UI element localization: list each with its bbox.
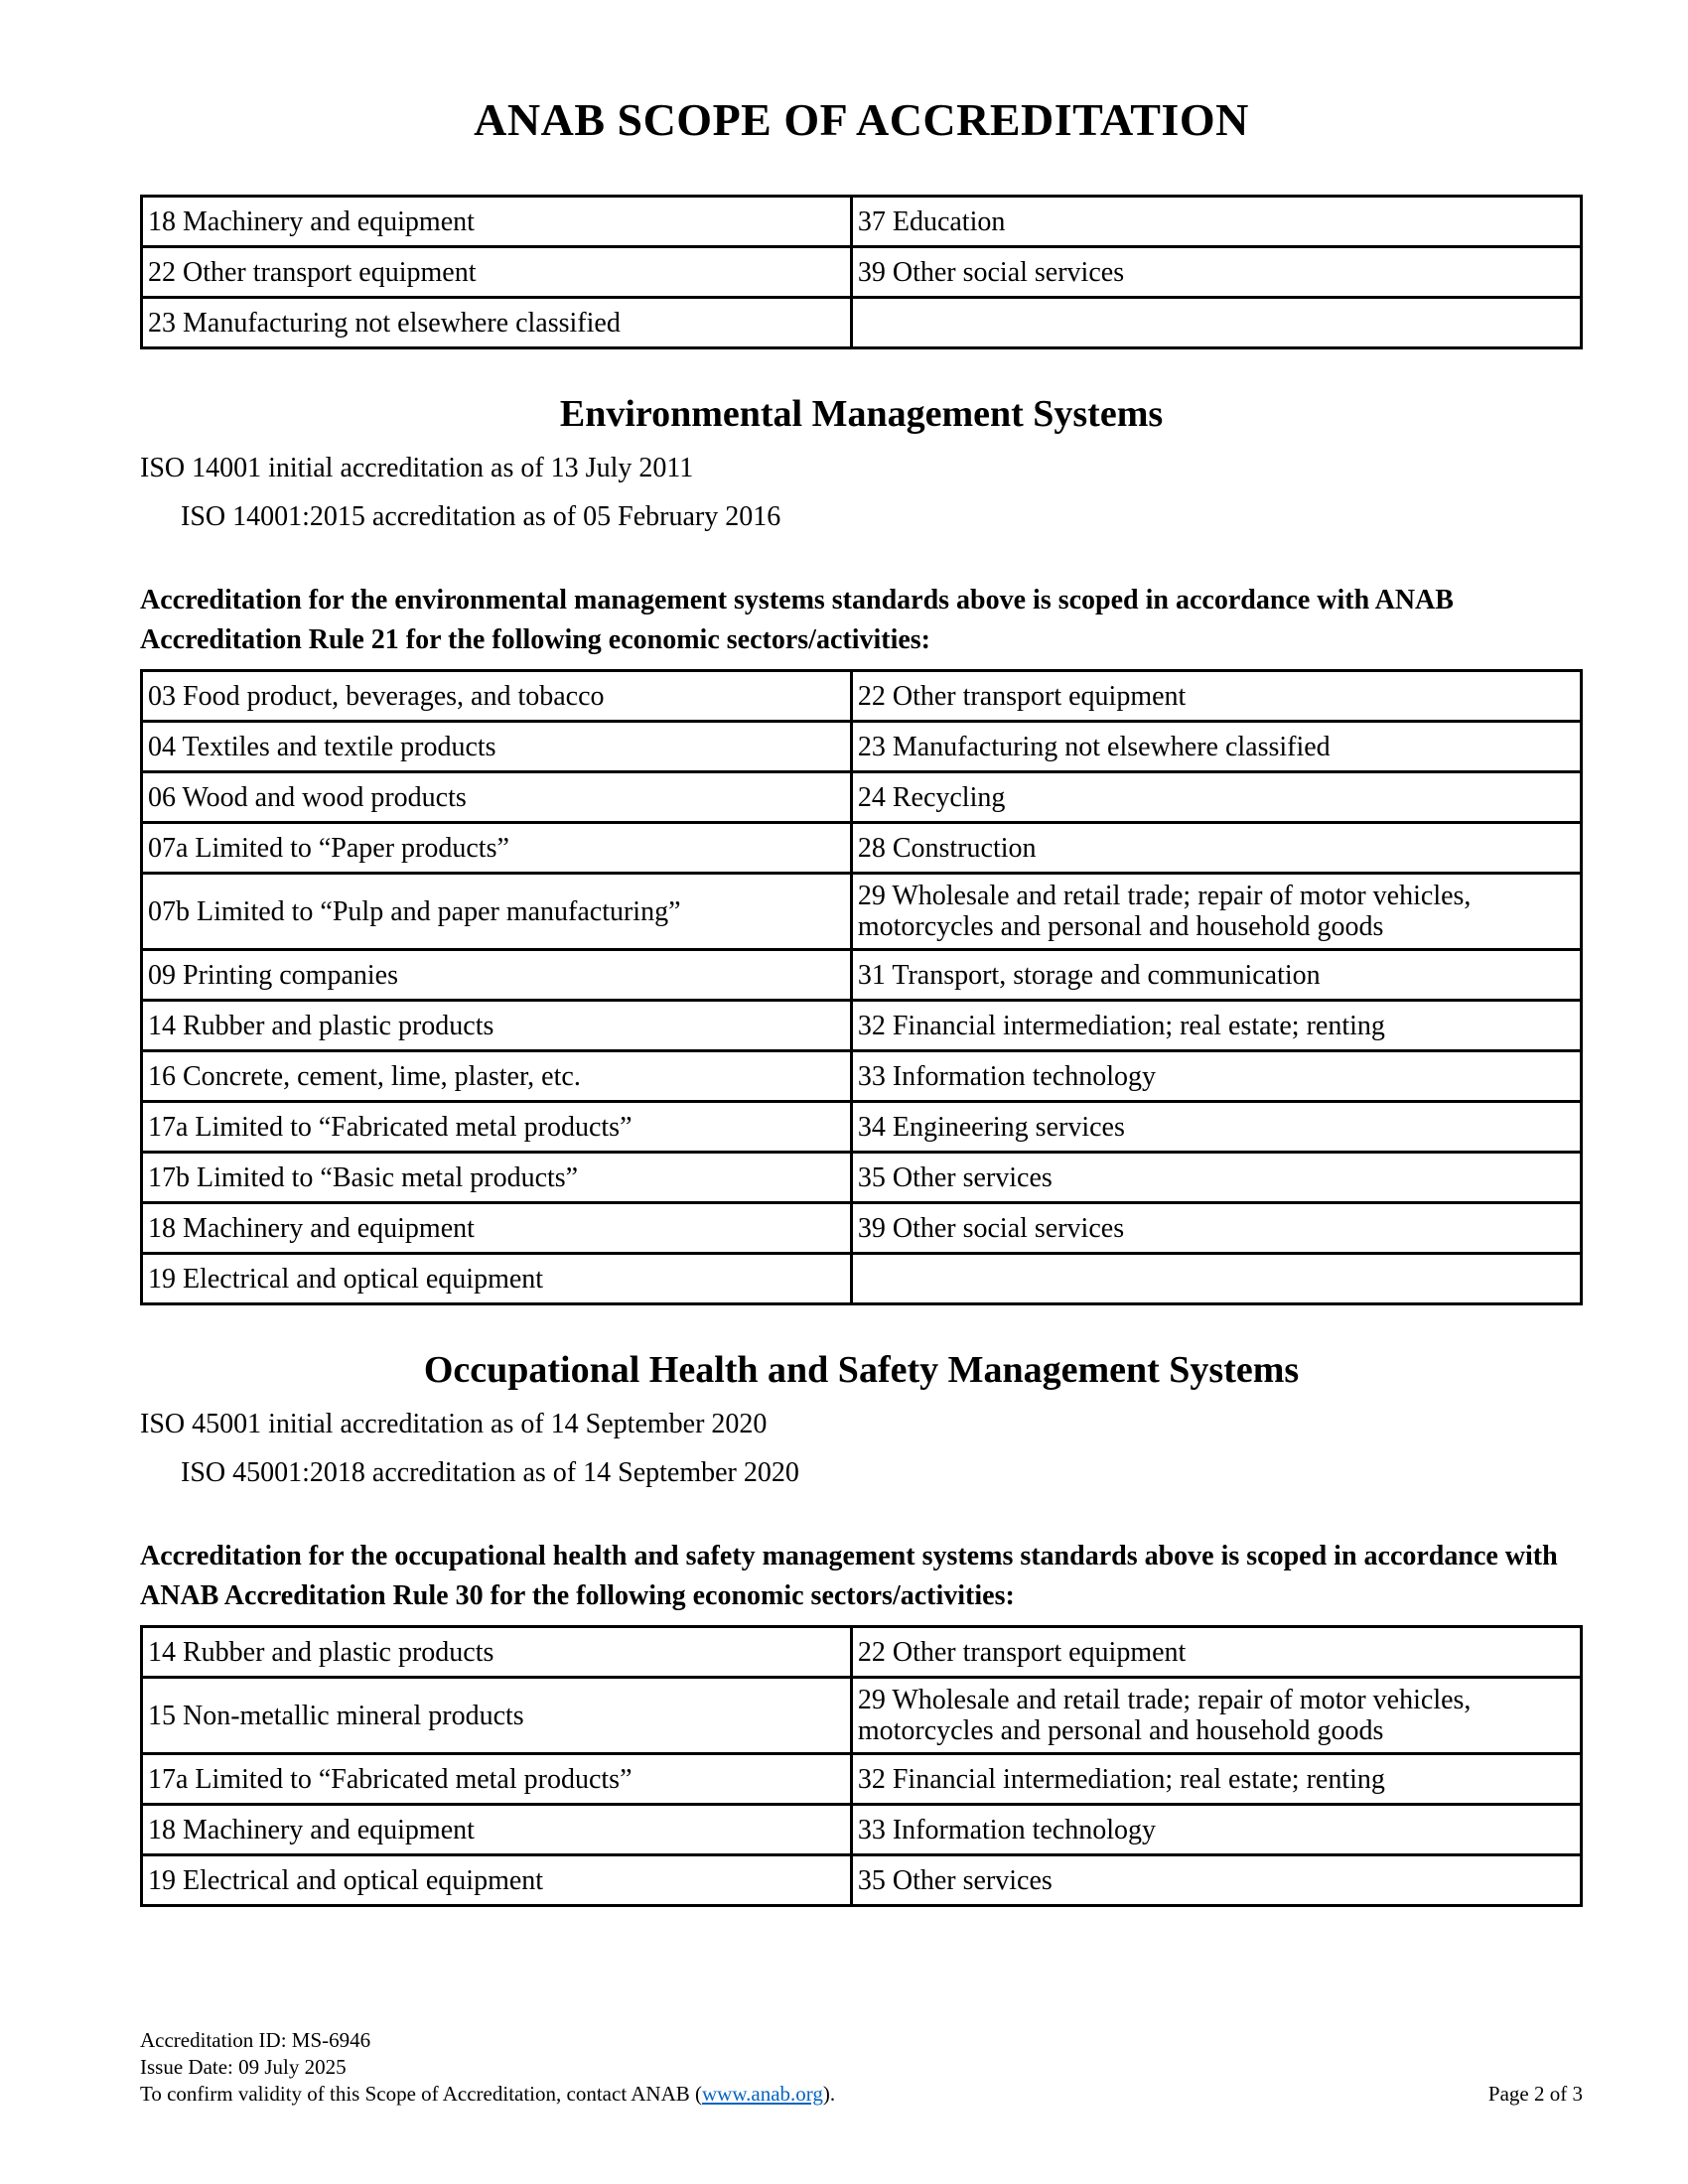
sector-cell: 16 Concrete, cement, lime, plaster, etc. [142, 1051, 852, 1102]
sector-cell: 33 Information technology [851, 1805, 1581, 1855]
sector-cell: 18 Machinery and equipment [142, 1203, 852, 1254]
validity-note [140, 2081, 835, 2108]
accreditation-id: Accreditation ID: MS-6946 [140, 2028, 371, 2052]
sector-cell: 09 Printing companies [142, 950, 852, 1001]
ohs-scope-note: Accreditation for the occupational health and safety management systems standards above is scoped in accordance with ANAB Accreditation Rule 30 for the following economic sectors/activities: [140, 1541, 1558, 1611]
table-row [142, 772, 1582, 823]
table-row [142, 1754, 1582, 1805]
sector-cell: 19 Electrical and optical equipment [142, 1254, 852, 1304]
table-row [142, 1153, 1582, 1203]
sector-cell: 31 Transport, storage and communication [851, 950, 1581, 1001]
sector-cell: 33 Information technology [851, 1051, 1581, 1102]
sector-cell: 37 Education [851, 197, 1581, 247]
sector-cell: 17a Limited to “Fabricated metal products” [142, 1102, 852, 1153]
sector-cell: 22 Other transport equipment [851, 1627, 1581, 1678]
ohs-section-heading: Occupational Health and Safety Management Systems [423, 1349, 1300, 1391]
table-row [142, 671, 1582, 722]
sector-cell: 35 Other services [851, 1855, 1581, 1906]
table-row [142, 298, 1582, 348]
sector-cell: 07a Limited to “Paper products” [142, 823, 852, 874]
sector-cell: 39 Other social services [851, 247, 1581, 298]
table-row [142, 823, 1582, 874]
sector-cell: 23 Manufacturing not elsewhere classified [142, 298, 852, 348]
anab-link[interactable]: www.anab.org [702, 2082, 823, 2106]
sector-cell: 32 Financial intermediation; real estate; renting [851, 1001, 1581, 1051]
page-title: ANAB SCOPE OF ACCREDITATION [474, 94, 1249, 145]
table-row [142, 1855, 1582, 1906]
sector-cell: 35 Other services [851, 1153, 1581, 1203]
sector-cell: 23 Manufacturing not elsewhere classified [851, 722, 1581, 772]
table-row [142, 1001, 1582, 1051]
sector-cell [851, 1254, 1581, 1304]
validity-note-suffix: ). [822, 2082, 836, 2106]
table-row [142, 722, 1582, 772]
validity-note-prefix: To confirm validity of this Scope of Accreditation, contact ANAB ( [140, 2082, 702, 2106]
sector-cell: 34 Engineering services [851, 1102, 1581, 1153]
table-row [142, 247, 1582, 298]
sector-cell: 28 Construction [851, 823, 1581, 874]
sector-table-continuation [140, 195, 1583, 349]
ohs-sector-table [140, 1625, 1583, 1907]
sector-cell: 32 Financial intermediation; real estate; renting [851, 1754, 1581, 1805]
sector-cell: 22 Other transport equipment [851, 671, 1581, 722]
ems-iso-initial-line: ISO 14001 initial accreditation as of 13 July 2011 [140, 453, 694, 483]
ohs-iso-initial-line: ISO 45001 initial accreditation as of 14 September 2020 [140, 1409, 768, 1439]
sector-cell [851, 298, 1581, 348]
sector-cell: 14 Rubber and plastic products [142, 1627, 852, 1678]
sector-cell: 03 Food product, beverages, and tobacco [142, 671, 852, 722]
sector-cell: 29 Wholesale and retail trade; repair of motor vehicles, motorcycles and personal and household goods [851, 874, 1581, 950]
footer [140, 2027, 1583, 2108]
sector-cell: 24 Recycling [851, 772, 1581, 823]
ems-sector-table [140, 669, 1583, 1305]
sector-cell: 18 Machinery and equipment [142, 1805, 852, 1855]
table-row [142, 1254, 1582, 1304]
table-row [142, 1102, 1582, 1153]
document-content [140, 0, 1583, 1907]
sector-cell: 22 Other transport equipment [142, 247, 852, 298]
sector-cell: 06 Wood and wood products [142, 772, 852, 823]
table-row [142, 1627, 1582, 1678]
table-row [142, 1051, 1582, 1102]
sector-cell: 17a Limited to “Fabricated metal products” [142, 1754, 852, 1805]
sector-cell: 07b Limited to “Pulp and paper manufacturing” [142, 874, 852, 950]
sector-cell: 04 Textiles and textile products [142, 722, 852, 772]
table-row [142, 1203, 1582, 1254]
ohs-iso-version-line: ISO 45001:2018 accreditation as of 14 September 2020 [181, 1457, 799, 1488]
sector-cell: 19 Electrical and optical equipment [142, 1855, 852, 1906]
table-row [142, 1678, 1582, 1754]
table-row [142, 950, 1582, 1001]
table-row [142, 1805, 1582, 1855]
sector-cell: 15 Non-metallic mineral products [142, 1678, 852, 1754]
table-row [142, 197, 1582, 247]
page-number: Page 2 of 3 [1487, 2082, 1583, 2106]
footer-last-line [140, 2081, 1583, 2108]
sector-cell: 18 Machinery and equipment [142, 197, 852, 247]
sector-cell: 14 Rubber and plastic products [142, 1001, 852, 1051]
ems-iso-version-line: ISO 14001:2015 accreditation as of 05 February 2016 [181, 501, 781, 532]
ems-scope-note: Accreditation for the environmental management systems standards above is scoped in accordance with ANAB Accreditation Rule 21 for the following economic sectors/activities: [140, 585, 1454, 655]
table-row [142, 874, 1582, 950]
sector-cell: 17b Limited to “Basic metal products” [142, 1153, 852, 1203]
issue-date: Issue Date: 09 July 2025 [140, 2055, 347, 2079]
sector-cell: 29 Wholesale and retail trade; repair of motor vehicles, motorcycles and personal and household goods [851, 1678, 1581, 1754]
ems-section-heading: Environmental Management Systems [559, 393, 1164, 435]
sector-cell: 39 Other social services [851, 1203, 1581, 1254]
